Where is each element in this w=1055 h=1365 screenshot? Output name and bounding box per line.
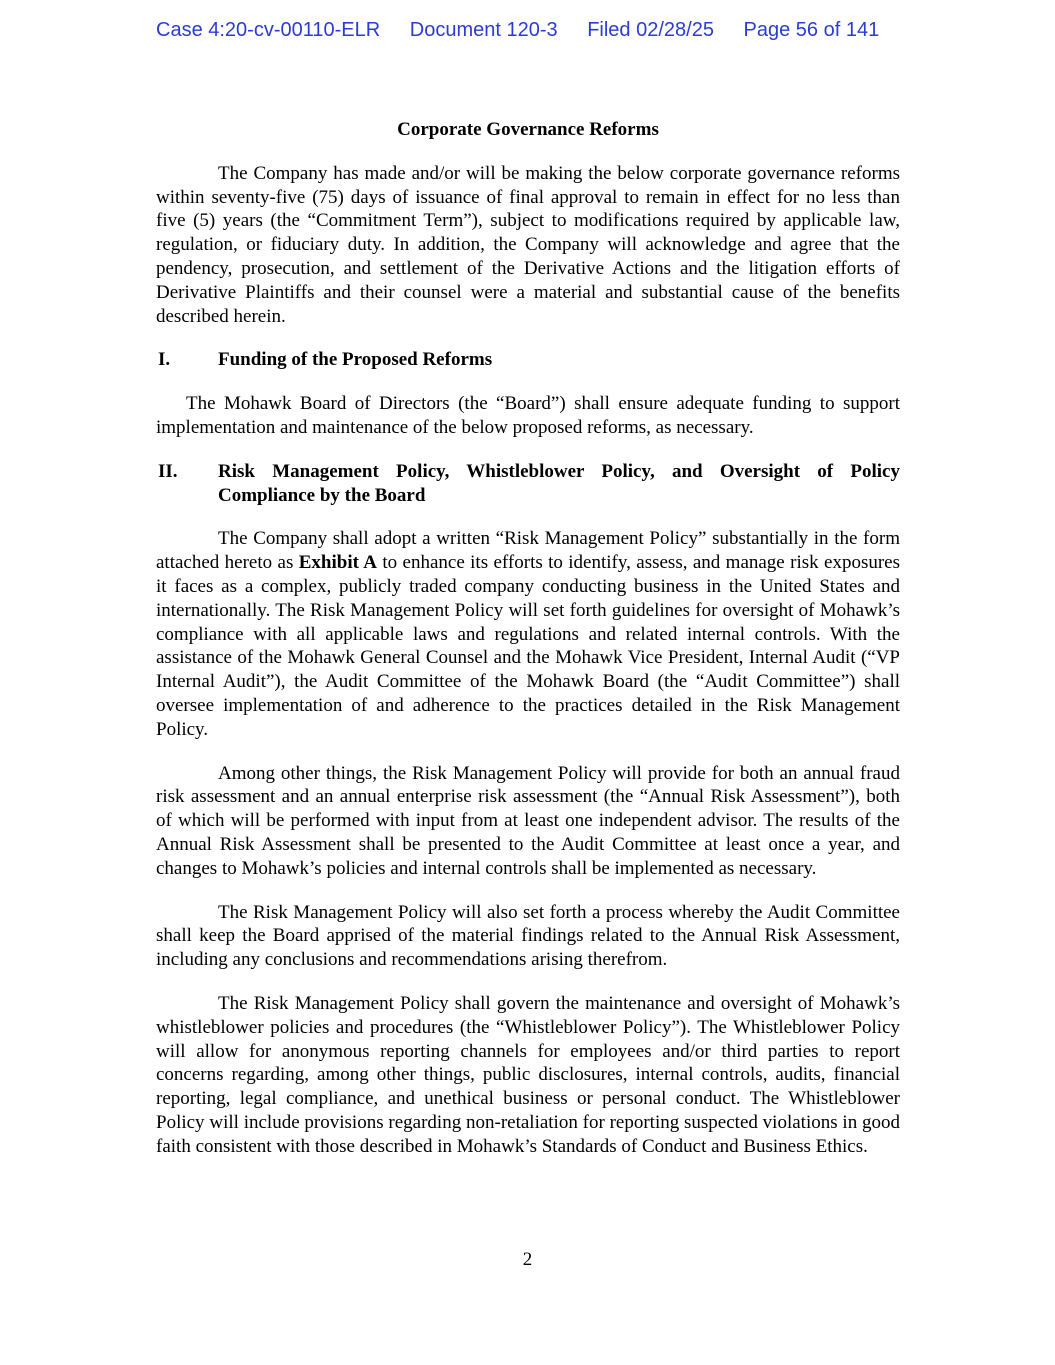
court-filing-header xyxy=(156,19,900,42)
funding-paragraph: The Mohawk Board of Directors (the “Board”) shall ensure adequate funding to support implementation and maintenance of the below proposed reforms, as necessary. xyxy=(156,393,900,438)
section-number: II. xyxy=(158,460,178,482)
section-title: Funding of the Proposed Reforms xyxy=(218,349,493,371)
paragraph-text: The Company shall adopt a written “Risk Management Policy” substantially in the form attached hereto as xyxy=(156,528,900,574)
case-number: Case 4:20-cv-00110-ELR xyxy=(156,19,381,41)
section-heading-funding xyxy=(156,348,900,372)
document-body xyxy=(156,118,900,1178)
risk-policy-paragraph xyxy=(156,527,900,741)
section-heading-risk-management xyxy=(156,460,900,508)
section-number: I. xyxy=(158,349,171,371)
whistleblower-paragraph: The Risk Management Policy shall govern the maintenance and oversight of Mohawk’s whistleblower policies and procedures (the “Whistleblower Policy”). The Whistleblower Policy will allow for anonymous reporting channels for employees and/or third parties to report concerns regarding, among other things, public disclosures, internal controls, audits, financial reporting, legal compliance, and unethical business or personal conduct. The Whistleblower Policy will include provisions regarding non-retaliation for reporting suspected violations in good faith consistent with those described in Mohawk’s Standards of Conduct and Business Ethics. xyxy=(156,992,900,1157)
paragraph-text: to enhance its efforts to identify, assess, and manage risk exposures it faces as a complex, publicly traded company conducting business in the United States and internationally. The Risk Management Policy will set forth guidelines for oversight of Mohawk’s compliance with all applicable laws and regulations and related internal controls. With the assistance of the Mohawk General Counsel and the Mohawk Vice President, Internal Audit (“VP Internal Audit”), the Audit Committee of the Mohawk Board (the “Audit Committee”) shall oversee implementation of and adherence to the practices detailed in the Risk Management Policy. xyxy=(156,552,900,740)
annual-risk-assessment-paragraph: Among other things, the Risk Management Policy will provide for both an annual fraud risk assessment and an annual enterprise risk assessment (the “Annual Risk Assessment”), both of which will be performed with input from at least one independent advisor. The results of the Annual Risk Assessment shall be presented to the Audit Committee at least once a year, and changes to Mohawk’s policies and internal controls shall be implemented as necessary. xyxy=(156,762,900,879)
intro-paragraph: The Company has made and/or will be making the below corporate governance reforms within seventy-five (75) days of issuance of final approval to remain in effect for no less than five (5) years (the “Commitment Term”), subject to modifications required by applicable law, regulation, or fiduciary duty. In addition, the Company will acknowledge and agree that the pendency, prosecution, and settlement of the Derivative Actions and the litigation efforts of Derivative Plaintiffs and their counsel were a material and substantial cause of the benefits described herein. xyxy=(156,162,900,327)
document-title: Corporate Governance Reforms xyxy=(397,119,659,140)
page-count: Page 56 of 141 xyxy=(743,19,880,41)
document-number: Document 120-3 xyxy=(409,19,558,41)
section-title: Risk Management Policy, Whistleblower Policy, and Oversight of Policy Compliance by the Board xyxy=(218,460,900,506)
filed-date: Filed 02/28/25 xyxy=(587,19,714,41)
page-number: 2 xyxy=(522,1249,533,1270)
audit-committee-paragraph: The Risk Management Policy will also set forth a process whereby the Audit Committee shall keep the Board apprised of the material findings related to the Annual Risk Assessment, including any conclusions and recommendations arising therefrom. xyxy=(156,901,900,971)
exhibit-reference: Exhibit A xyxy=(298,552,377,574)
